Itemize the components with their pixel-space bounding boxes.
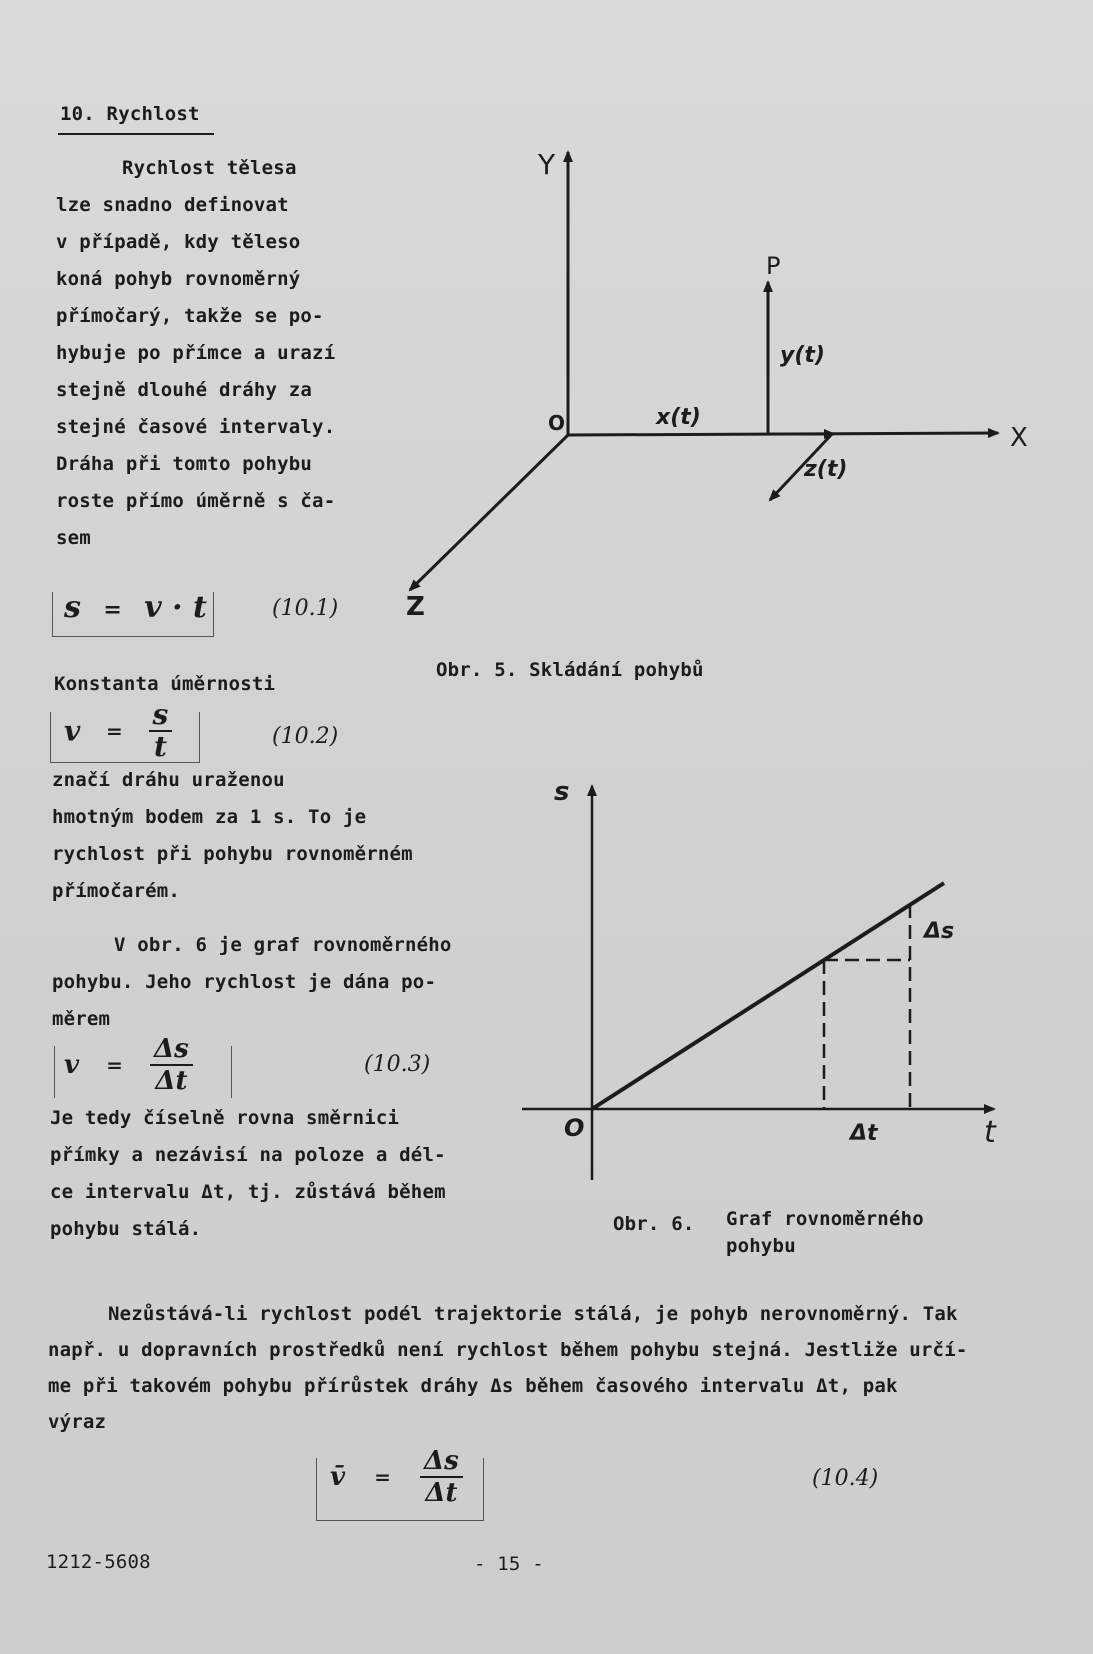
text-line: hmotným bodem za 1 s. To je [52, 806, 367, 828]
fraction: $\frac{\Delta s}{\Delta t}$ [420, 1446, 463, 1508]
equation-10-2: v = $\frac{s}{t}$ [64, 700, 172, 762]
figure-5-axes [400, 140, 1040, 620]
text-line: V obr. 6 je graf rovnoměrného [114, 934, 452, 956]
text-line: roste přímo úměrně s ča- [56, 490, 336, 512]
fraction: $\frac{\Delta s}{\Delta t}$ [150, 1034, 193, 1096]
equation-number: (10.1) [272, 596, 339, 621]
fraction: $\frac{s}{t}$ [149, 700, 173, 762]
equation-number: (10.3) [364, 1052, 431, 1077]
document-code: 1212-5608 [46, 1551, 151, 1573]
z-t-label: z(t) [804, 457, 848, 482]
figure-6-graph [520, 780, 1010, 1180]
motion-line [592, 883, 944, 1109]
text-line: koná pohyb rovnoměrný [56, 268, 301, 290]
text-line: přímočarý, takže se po- [56, 305, 324, 327]
section-heading: 10. Rychlost [60, 103, 200, 125]
figure-6-caption: Graf rovnoměrného pohybu [726, 1208, 924, 1257]
text-line: značí dráhu uraženou [52, 769, 285, 791]
text-line: stejně dlouhé dráhy za [56, 379, 313, 401]
text-line: me při takovém pohybu přírůstek dráhy Δs během časového intervalu Δt, pak [48, 1375, 898, 1397]
text-line: hybuje po přímce a urazí [56, 342, 336, 364]
text-line: stejné časové intervaly. [56, 416, 336, 438]
text-line: rychlost při pohybu rovnoměrném [52, 843, 413, 865]
text-line: lze snadno definovat [56, 194, 289, 216]
text-line: pohybu stálá. [50, 1218, 202, 1240]
point-p-label: P [766, 252, 781, 280]
text-line: v případě, kdy těleso [56, 231, 301, 253]
delta-t-label: Δt [850, 1121, 878, 1146]
paragraph-2 [52, 762, 413, 910]
equation-number: (10.2) [272, 724, 339, 749]
equation-10-1: s = v · t [64, 590, 207, 625]
x-axis-label: X [1010, 423, 1028, 453]
equation-number: (10.4) [812, 1466, 879, 1491]
text-line: např. u dopravních prostředků není rychlost během pohybu stejná. Jestliže určí- [48, 1339, 968, 1361]
bottom-paragraph [48, 1296, 967, 1440]
y-t-label: y(t) [780, 343, 825, 368]
delta-s-label: Δs [924, 919, 955, 944]
text-line: Dráha při tomto pohybu [56, 453, 313, 475]
text-line: ce intervalu Δt, tj. zůstává během [50, 1181, 446, 1203]
s-axis-label: s [554, 780, 570, 807]
paragraph-4 [50, 1100, 446, 1248]
origin-label: O [564, 1114, 585, 1142]
figure-5-caption: Obr. 5. Skládání pohybů [436, 659, 704, 681]
text-line: pohybu. Jeho rychlost je dána po- [52, 971, 437, 993]
heading-underline [58, 133, 214, 135]
text-line: přímky a nezávisí na poloze a dél- [50, 1144, 446, 1166]
text-line: měrem [52, 1008, 111, 1030]
text-line: Nezůstává-li rychlost podél trajektorie stálá, je pohyb nerovnoměrný. Tak [108, 1303, 958, 1325]
text-line: přímočarém. [52, 880, 181, 902]
text-line: Je tedy číselně rovna směrnici [50, 1107, 400, 1129]
y-axis-label: Y [538, 148, 556, 181]
text-line: sem [56, 527, 91, 549]
t-axis-label: t [984, 1115, 996, 1150]
z-axis-label: Z [406, 592, 425, 620]
x-t-label: x(t) [656, 405, 701, 430]
equation-10-3: v = $\frac{\Delta s}{\Delta t}$ [64, 1034, 193, 1096]
figure-6-caption-number: Obr. 6. [613, 1213, 695, 1235]
z-axis [410, 435, 568, 590]
intro-paragraph [56, 150, 335, 557]
page-number: - 15 - [474, 1553, 544, 1575]
text-line: Rychlost tělesa [122, 157, 297, 179]
constant-label: Konstanta úměrnosti [54, 673, 276, 695]
text-line: výraz [48, 1411, 107, 1433]
equation-10-4: v̄ = $\frac{\Delta s}{\Delta t}$ [330, 1446, 463, 1508]
origin-label: O [548, 411, 566, 435]
paragraph-3 [52, 927, 452, 1038]
